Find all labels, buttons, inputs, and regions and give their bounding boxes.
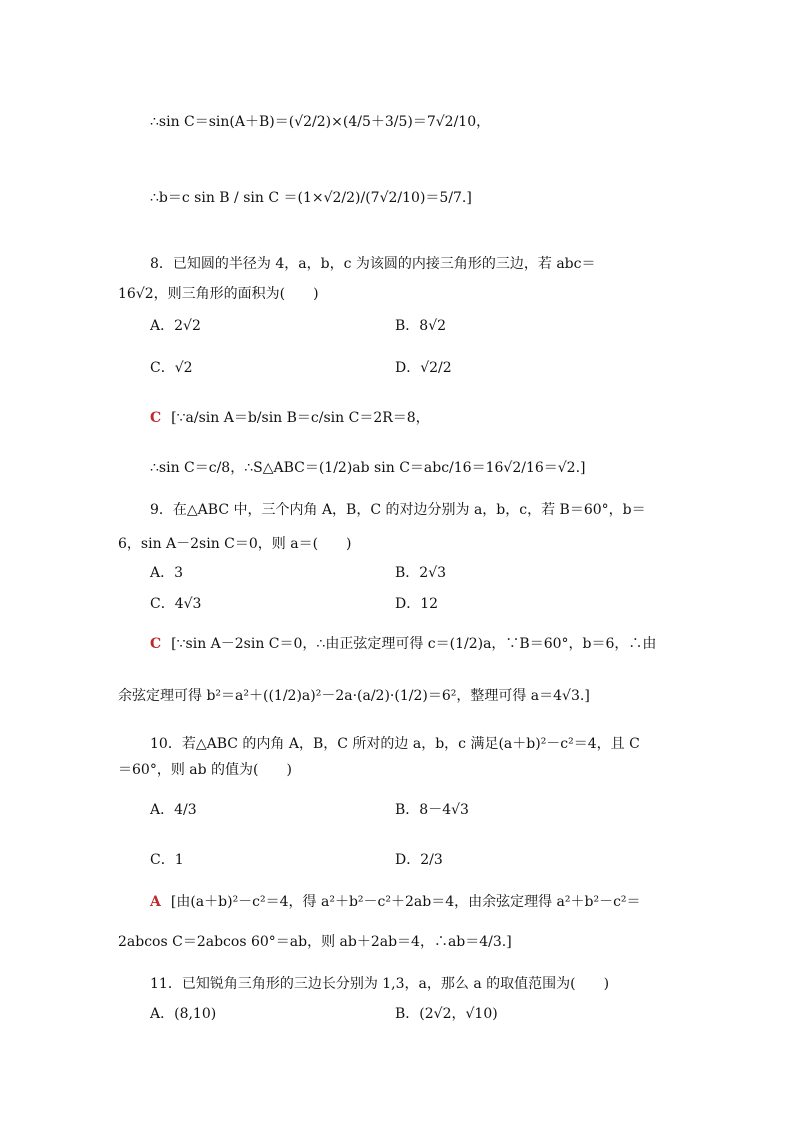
question-9-option-a: A．3 — [150, 565, 184, 581]
answer-8-text1: [∵a/sin A＝b/sin B＝c/sin C＝2R＝8， — [171, 410, 430, 426]
question-11-option-a: A．(8,10) — [150, 1006, 217, 1022]
question-8-stem-line2: 16√2，则三角形的面积为( ) — [118, 286, 319, 302]
question-10-option-c: C．1 — [150, 852, 184, 868]
answer-8-line2: ∴sin C＝c/8，∴S△ABC＝(1/2)ab sin C＝abc/16＝16√2/16＝√2.] — [150, 460, 586, 476]
answer-9-letter: C — [150, 636, 162, 652]
question-10-stem-line1: 10．若△ABC 的内角 A，B，C 所对的边 a，b，c 满足(a＋b)²－c²＝4，且 C — [150, 736, 640, 752]
question-8-stem-line1: 8．已知圆的半径为 4，a，b，c 为该圆的内接三角形的三边，若 abc＝ — [150, 256, 596, 272]
question-9-option-d: D．12 — [395, 596, 439, 612]
solution-line-sinC: ∴sin C＝sin(A＋B)＝(√2/2)×(4/5＋3/5)＝7√2/10， — [150, 114, 491, 130]
answer-8-line1 — [150, 408, 430, 428]
answer-9-text1: [∵sin A－2sin C＝0，∴由正弦定理可得 c＝(1/2)a，∵B＝60°，b＝6，∴由 — [171, 636, 657, 652]
question-9-option-b: B．2√3 — [395, 565, 447, 581]
answer-9-line2: 余弦定理可得 b²＝a²＋((1/2)a)²－2a·(a/2)·(1/2)＝6²，整理可得 a＝4√3.] — [118, 688, 590, 704]
question-10-option-b: B．8－4√3 — [395, 802, 469, 818]
question-9-option-c: C．4√3 — [150, 596, 202, 612]
answer-10-text1: [由(a＋b)²－c²＝4，得 a²＋b²－c²＋2ab＝4，由余弦定理得 a²＋b²－c²＝ — [170, 894, 641, 910]
question-8-option-c: C．√2 — [150, 360, 193, 376]
question-10-option-a: A．4/3 — [150, 802, 197, 818]
question-9-stem-line1: 9．在△ABC 中，三个内角 A，B，C 的对边分别为 a，b，c，若 B＝60°，b＝ — [150, 502, 646, 518]
question-11-stem: 11．已知锐角三角形的三边长分别为 1,3，a，那么 a 的取值范围为( ) — [150, 976, 610, 992]
answer-8-letter: C — [150, 410, 162, 426]
question-8-option-a: A．2√2 — [150, 318, 201, 334]
question-10-option-d: D．2/3 — [395, 852, 443, 868]
answer-10-letter: A — [150, 894, 161, 910]
question-9-stem-line2: 6，sin A－2sin C＝0，则 a＝( ) — [118, 536, 352, 552]
answer-9-line1 — [150, 634, 656, 654]
solution-line-b: ∴b＝c sin B / sin C ＝(1×√2/2)/(7√2/10)＝5/7.] — [150, 190, 472, 206]
question-8-option-d: D．√2/2 — [395, 360, 452, 376]
question-11-option-b: B．(2√2，√10) — [395, 1006, 498, 1022]
question-10-stem-line2: ＝60°，则 ab 的值为( ) — [118, 762, 292, 778]
answer-10-line1 — [150, 892, 641, 912]
question-8-option-b: B．8√2 — [395, 318, 447, 334]
answer-10-line2: 2abcos C＝2abcos 60°＝ab，则 ab＋2ab＝4，∴ab＝4/3.] — [118, 934, 512, 950]
